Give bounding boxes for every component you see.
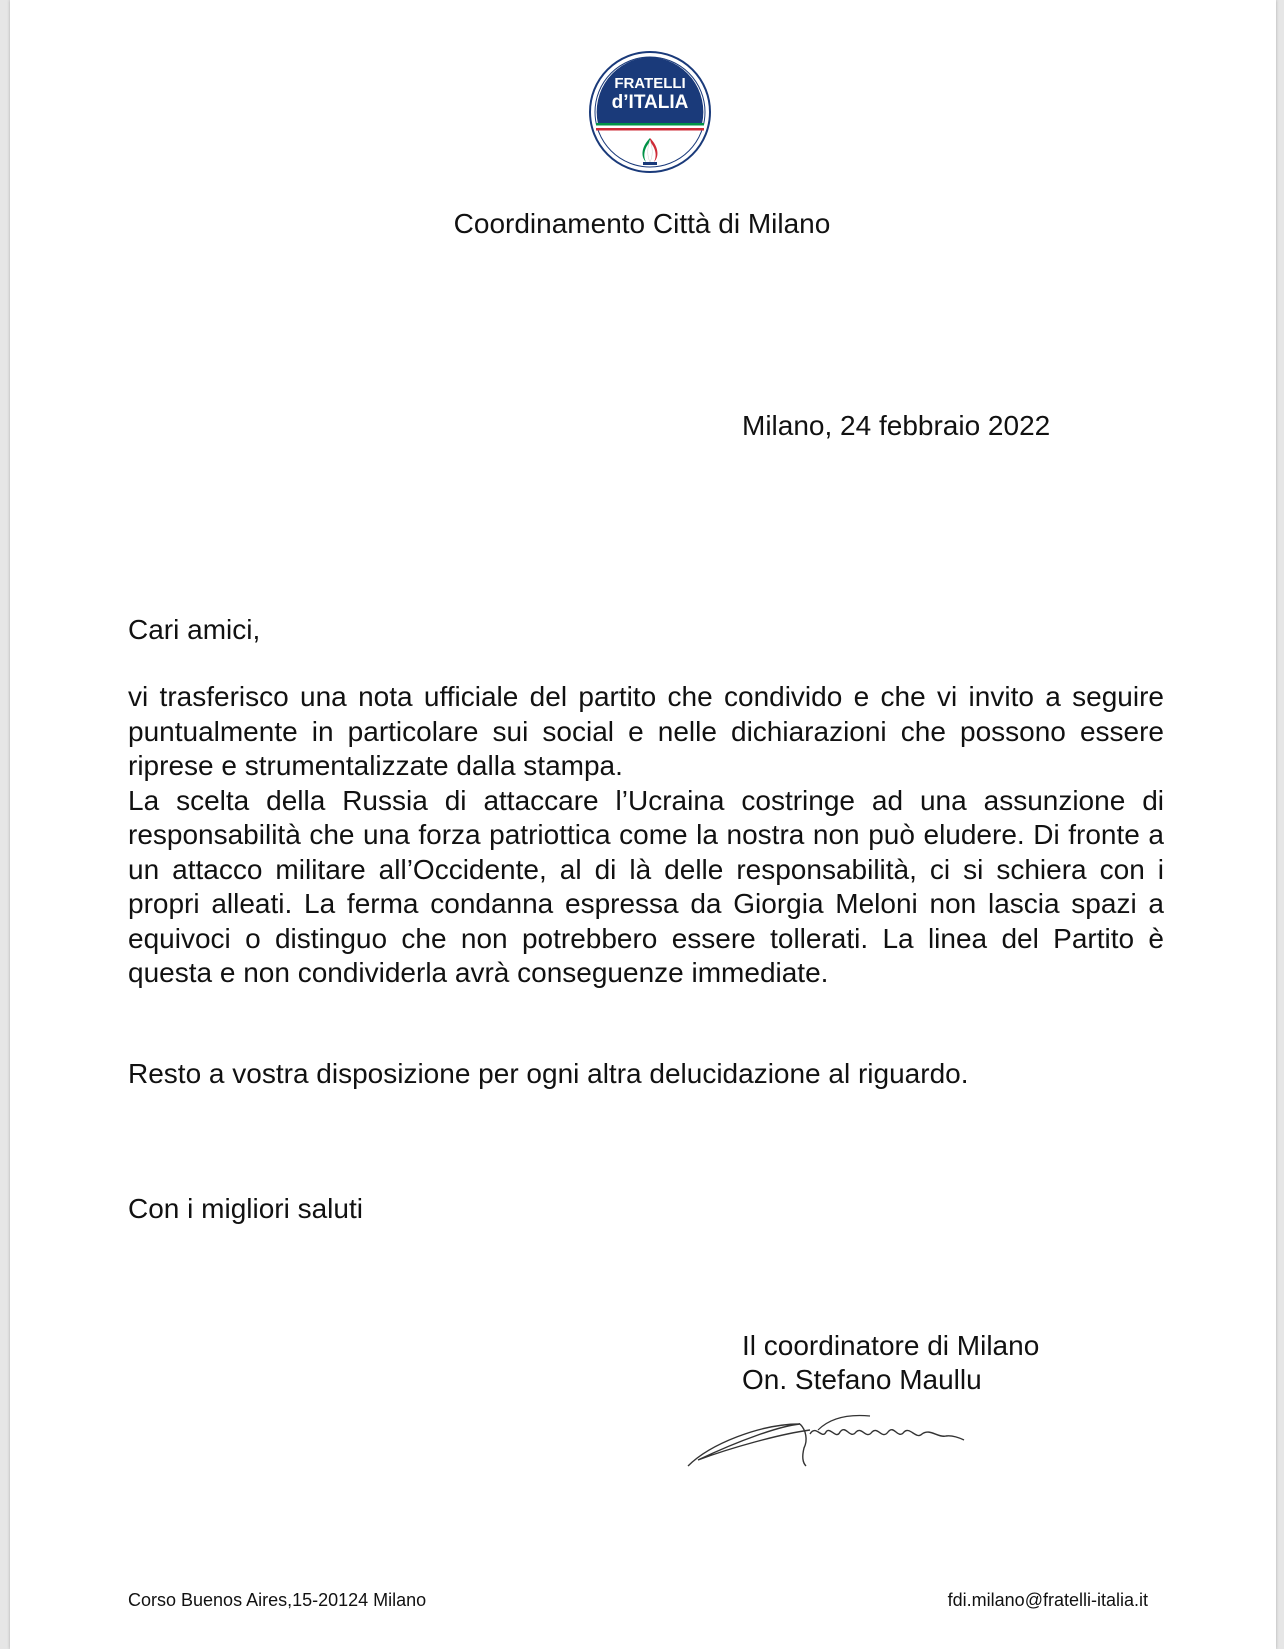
signatory-block: [742, 1329, 1039, 1397]
letter-page: [10, 0, 1276, 1649]
logo-line1: FRATELLI: [614, 75, 686, 92]
salutation: Cari amici,: [128, 614, 261, 645]
closing: Con i migliori saluti: [128, 1193, 363, 1224]
letter-date: Milano, 24 febbraio 2022: [742, 410, 1051, 441]
footer-email[interactable]: fdi.milano@fratelli-italia.it: [947, 1590, 1148, 1610]
signatory-role: Il coordinatore di Milano: [742, 1330, 1040, 1361]
logo-line2: d’ITALIA: [611, 92, 689, 113]
fratelli-ditalia-logo-icon: [588, 50, 712, 174]
signatory-name: On. Stefano Maullu: [742, 1364, 982, 1395]
paragraph-2: La scelta della Russia di attaccare l’Ucraina costringe ad una assunzione di responsabilità che una forza patriottica come la nostra non può eludere. Di fronte a un attacco militare all’Occidente, al di là delle responsabilità, ci si schiera con i propri alleati. La ferma condanna espressa da Giorgia Meloni non lascia spazi a equivoci o distinguo che non potrebbero essere tollerati. La linea del Partito è questa e non condividerla avrà conseguenze immediate.: [128, 784, 1164, 988]
header-title: Coordinamento Città di Milano: [453, 208, 831, 239]
signature: [680, 1400, 1000, 1480]
party-logo: [588, 50, 712, 174]
footer-address: Corso Buenos Aires,15-20124 Milano: [128, 1590, 427, 1610]
availability-line: Resto a vostra disposizione per ogni altra delucidazione al riguardo.: [128, 1058, 969, 1089]
handwritten-signature-icon: [680, 1400, 1000, 1480]
letter-body: [128, 680, 1164, 991]
paragraph-1: vi trasferisco una nota ufficiale del partito che condivido e che vi invito a seguire puntualmente in particolare sui social e nelle dichiarazioni che possono essere riprese e strumentalizzate dalla stampa.: [128, 681, 1164, 781]
